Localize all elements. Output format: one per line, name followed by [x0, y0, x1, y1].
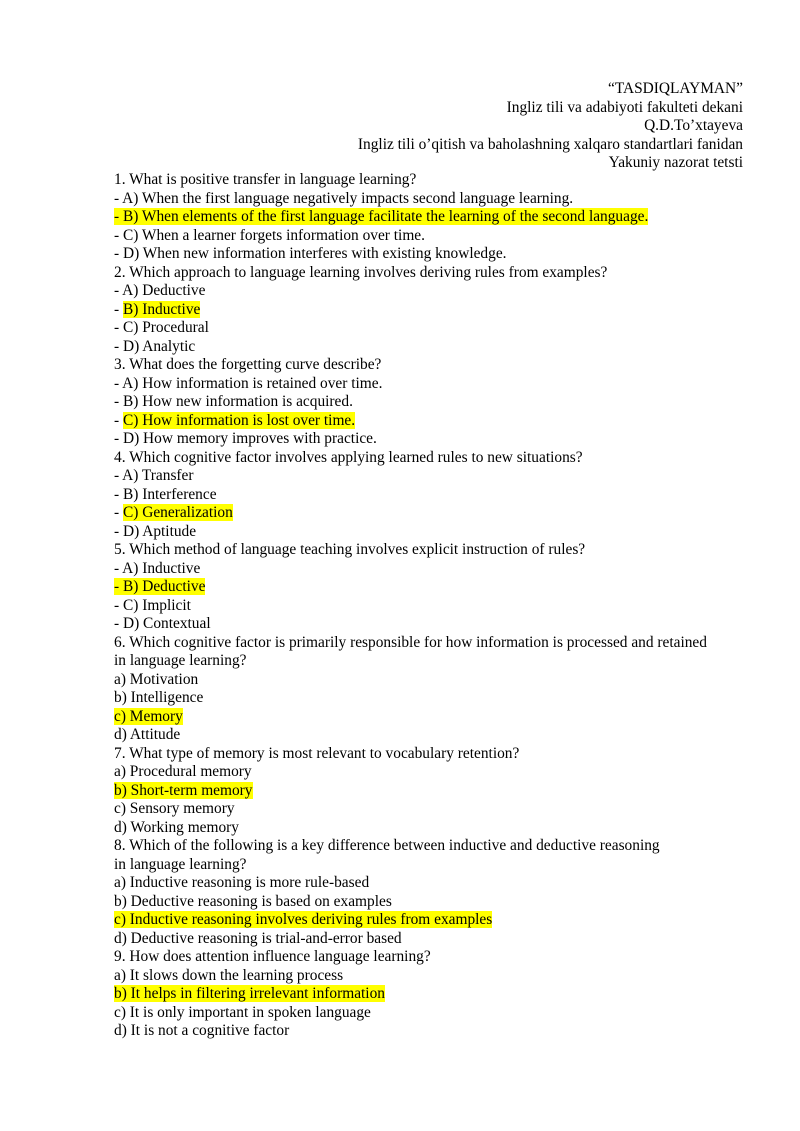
option-text: a) Motivation: [114, 670, 199, 688]
option-text: d) Working memory: [114, 818, 240, 836]
option-text: d) It is not a cognitive factor: [114, 1022, 290, 1039]
answer-option: [114, 560, 743, 579]
highlighted-answer: - B) Deductive: [114, 578, 206, 595]
faculty-line: Ingliz tili va adabiyoti fakulteti dekani: [506, 98, 743, 116]
answer-option: [114, 597, 743, 616]
option-text: - B) How new information is acquired.: [114, 393, 353, 410]
question-text: 4. Which cognitive factor involves applying learned rules to new situations?: [114, 448, 583, 466]
option-dash: -: [114, 300, 123, 318]
answer-option: [114, 1004, 743, 1023]
answer-option: [114, 893, 743, 912]
option-dash: -: [114, 411, 123, 429]
option-text: - C) Implicit: [114, 596, 191, 614]
answer-option-correct: [114, 911, 743, 930]
approval-stamp-text: “TASDIQLAYMAN”: [608, 80, 743, 97]
subject-line: Ingliz tili o’qitish va baholashning xalqaro standartlari fanidan: [357, 135, 743, 153]
answer-option: [114, 763, 743, 782]
highlighted-answer: c) Inductive reasoning involves deriving rules from examples: [114, 911, 493, 928]
option-text: a) It slows down the learning process: [114, 966, 344, 984]
option-text: - A) How information is retained over time.: [114, 374, 383, 392]
option-text: a) Procedural memory: [114, 763, 252, 780]
option-text: - D) Aptitude: [114, 522, 197, 540]
option-text: - A) Deductive: [114, 282, 206, 299]
answer-option: [114, 523, 743, 542]
question-text-continued: in language learning?: [114, 855, 247, 873]
option-text: - B) Interference: [114, 485, 217, 503]
answer-option: [114, 190, 743, 209]
test-title: Yakuniy nazorat tetsti: [608, 154, 743, 171]
answer-option: [114, 227, 743, 246]
answer-option: [114, 967, 743, 986]
answer-option: [114, 245, 743, 264]
answer-option-correct: [114, 301, 743, 320]
approval-header: [114, 80, 743, 173]
option-text: - C) When a learner forgets information over time.: [114, 226, 425, 244]
highlighted-answer: B) Inductive: [122, 300, 201, 318]
option-text: b) Intelligence: [114, 689, 204, 706]
dean-name: Q.D.To’xtayeva: [644, 117, 743, 134]
answer-option: [114, 819, 743, 838]
question-text: 2. Which approach to language learning involves deriving rules from examples?: [114, 263, 608, 281]
answer-option: [114, 338, 743, 357]
option-text: - A) When the first language negatively impacts second language learning.: [114, 189, 574, 207]
option-text: - D) Analytic: [114, 337, 196, 355]
option-text: d) Deductive reasoning is trial-and-error based: [114, 929, 402, 947]
question-text: 9. How does attention influence language learning?: [114, 948, 431, 965]
answer-option-correct: [114, 708, 743, 727]
answer-option-correct: [114, 578, 743, 597]
answer-option: [114, 874, 743, 893]
option-text: a) Inductive reasoning is more rule-based: [114, 874, 370, 891]
answer-option: [114, 467, 743, 486]
question-text: 5. Which method of language teaching involves explicit instruction of rules?: [114, 541, 586, 558]
answer-option: [114, 671, 743, 690]
answer-option: [114, 430, 743, 449]
question-text: 1. What is positive transfer in language learning?: [114, 171, 417, 188]
highlighted-answer: c) Memory: [114, 707, 183, 725]
answer-option: [114, 689, 743, 708]
option-text: - D) How memory improves with practice.: [114, 430, 377, 447]
option-text: - A) Transfer: [114, 467, 194, 484]
answer-option: [114, 615, 743, 634]
option-text: - D) When new information interferes with existing knowledge.: [114, 245, 507, 262]
question-text: 7. What type of memory is most relevant to vocabulary retention?: [114, 744, 520, 762]
answer-option-correct: [114, 985, 743, 1004]
answer-option: [114, 930, 743, 949]
answer-option: [114, 375, 743, 394]
answer-option: [114, 726, 743, 745]
option-text: - D) Contextual: [114, 615, 211, 632]
answer-option-correct: [114, 208, 743, 227]
question-text: 8. Which of the following is a key difference between inductive and deductive reasoning: [114, 837, 660, 854]
highlighted-answer: b) It helps in filtering irrelevant information: [114, 985, 385, 1002]
answer-option-correct: [114, 504, 743, 523]
answer-option: [114, 319, 743, 338]
option-text: d) Attitude: [114, 726, 181, 743]
answer-option: [114, 800, 743, 819]
answer-option: [114, 486, 743, 505]
option-text: b) Deductive reasoning is based on examples: [114, 892, 392, 910]
option-text: c) It is only important in spoken language: [114, 1003, 371, 1021]
highlighted-answer: - B) When elements of the first language facilitate the learning of the second language.: [114, 208, 649, 225]
answer-option-correct: [114, 412, 743, 431]
option-dash: -: [114, 504, 123, 521]
option-text: - A) Inductive: [114, 559, 201, 577]
answer-option: [114, 1022, 743, 1041]
highlighted-answer: b) Short-term memory: [114, 781, 253, 799]
question-text: 6. Which cognitive factor is primarily responsible for how information is processed and retained: [114, 633, 707, 651]
option-text: c) Sensory memory: [114, 800, 235, 817]
option-text: - C) Procedural: [114, 319, 209, 336]
answer-option-correct: [114, 782, 743, 801]
question-list: [114, 171, 743, 1041]
answer-option: [114, 393, 743, 412]
highlighted-answer: C) Generalization: [122, 504, 233, 521]
answer-option: [114, 282, 743, 301]
question-text-continued: in language learning?: [114, 652, 247, 669]
highlighted-answer: C) How information is lost over time.: [122, 411, 356, 429]
question-text: 3. What does the forgetting curve describe?: [114, 356, 382, 373]
